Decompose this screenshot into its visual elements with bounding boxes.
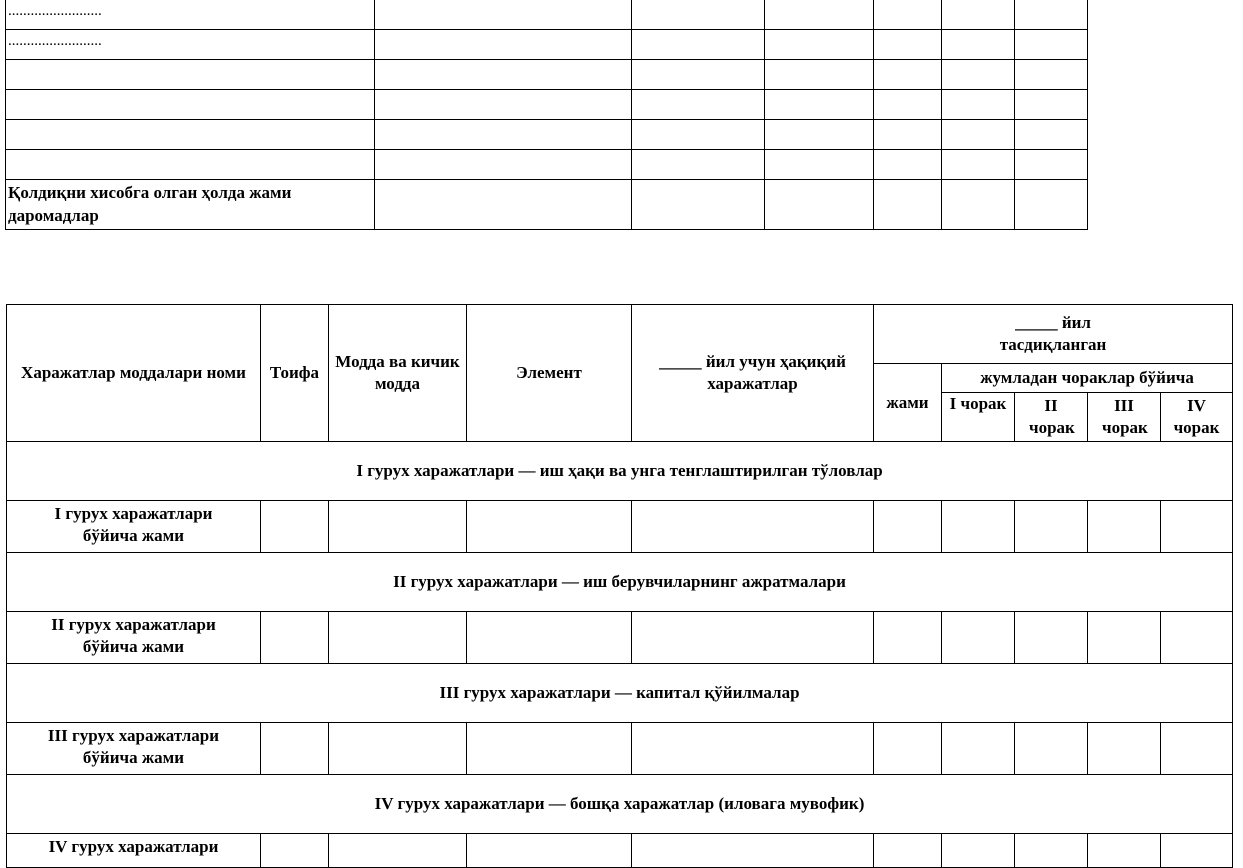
table-cell [942, 501, 1015, 553]
table-cell [942, 180, 1015, 230]
table-cell [874, 0, 942, 30]
table-cell [1015, 90, 1088, 120]
header-q4: IV чорак [1161, 393, 1233, 442]
table-cell [942, 834, 1015, 868]
table-cell [467, 723, 632, 775]
table-cell [942, 90, 1015, 120]
table-cell [329, 501, 467, 553]
table-cell [261, 612, 329, 664]
table-cell [632, 612, 874, 664]
table-cell [1015, 723, 1088, 775]
table-cell [632, 60, 765, 90]
table-cell [375, 0, 632, 30]
table-cell [1015, 0, 1088, 30]
table-cell [1161, 723, 1233, 775]
row-label [6, 60, 375, 90]
table-cell [1088, 723, 1161, 775]
group-title: I гурух харажатлари — иш ҳақи ва унга тенглаштирилган тўловлар [7, 442, 1233, 501]
header-total: жами [874, 364, 942, 442]
income-table [5, 0, 1088, 230]
table-cell [467, 501, 632, 553]
table-cell [632, 30, 765, 60]
table-cell [1015, 30, 1088, 60]
table-row [6, 0, 1088, 30]
table-cell [1015, 60, 1088, 90]
table-cell [874, 501, 942, 553]
table-row [6, 60, 1088, 90]
group-sum-row [7, 834, 1233, 868]
table-cell [375, 30, 632, 60]
table-cell [942, 612, 1015, 664]
table-cell [874, 612, 942, 664]
table-cell [1015, 120, 1088, 150]
table-cell [765, 120, 874, 150]
table-cell [874, 834, 942, 868]
table-cell [765, 30, 874, 60]
group-sum-row [7, 723, 1233, 775]
row-label: ......................... [6, 0, 375, 30]
header-article: Модда ва кичик модда [329, 305, 467, 442]
table-cell [1088, 834, 1161, 868]
table-cell [874, 90, 942, 120]
table-cell [942, 120, 1015, 150]
table-cell [1015, 834, 1088, 868]
table-cell [375, 120, 632, 150]
table-cell [1161, 501, 1233, 553]
table-cell [632, 834, 874, 868]
group-header-row [7, 553, 1233, 612]
header-q2: II чорак [1015, 393, 1088, 442]
table-cell [1088, 501, 1161, 553]
table-cell [632, 501, 874, 553]
group-sum-label: IV гурух харажатлари [7, 834, 261, 868]
table-cell [942, 723, 1015, 775]
header-actual-expenses: _____ йил учун ҳақиқий харажатлар [632, 305, 874, 442]
header-q3: III чорак [1088, 393, 1161, 442]
table-cell [942, 60, 1015, 90]
table-cell [329, 834, 467, 868]
table-cell [632, 90, 765, 120]
group-header-row [7, 664, 1233, 723]
table-cell [632, 0, 765, 30]
header-element: Элемент [467, 305, 632, 442]
table-row [6, 120, 1088, 150]
header-expense-name: Харажатлар моддалари номи [7, 305, 261, 442]
table-cell [632, 120, 765, 150]
table-cell [874, 180, 942, 230]
table-row [6, 30, 1088, 60]
header-by-quarter: жумладан чораклар бўйича [942, 364, 1233, 393]
row-label [6, 90, 375, 120]
table-cell [765, 150, 874, 180]
table-cell [375, 60, 632, 90]
table-cell [765, 180, 874, 230]
table-cell [874, 120, 942, 150]
group-title: III гурух харажатлари — капитал қўйилмалар [7, 664, 1233, 723]
table-cell [942, 30, 1015, 60]
row-label: ......................... [6, 30, 375, 60]
table-cell [467, 834, 632, 868]
table-cell [632, 180, 765, 230]
table-cell [329, 723, 467, 775]
table-cell [1161, 834, 1233, 868]
table-cell [1161, 612, 1233, 664]
table-cell [874, 723, 942, 775]
table-cell [1088, 612, 1161, 664]
table-row [6, 150, 1088, 180]
group-sum-label: II гурух харажатлари бўйича жами [7, 612, 261, 664]
group-sum-row [7, 501, 1233, 553]
table-cell [632, 723, 874, 775]
row-label [6, 120, 375, 150]
total-income-row [6, 180, 1088, 230]
table-cell [942, 150, 1015, 180]
total-income-label: Қолдиқни хисобга олган ҳолда жами даромадлар [6, 180, 375, 230]
table-cell [765, 90, 874, 120]
table-cell [632, 150, 765, 180]
table-cell [375, 90, 632, 120]
table-cell [261, 723, 329, 775]
group-title: IV гурух харажатлари — бошқа харажатлар (иловага мувофик) [7, 775, 1233, 834]
header-q1: I чорак [942, 393, 1015, 442]
table-cell [375, 150, 632, 180]
table-cell [874, 30, 942, 60]
group-sum-row [7, 612, 1233, 664]
table-cell [874, 60, 942, 90]
table-cell [375, 180, 632, 230]
row-label [6, 150, 375, 180]
header-type: Тоифа [261, 305, 329, 442]
group-title: II гурух харажатлари — иш берувчиларнинг ажратмалари [7, 553, 1233, 612]
table-cell [874, 150, 942, 180]
expenses-table [6, 304, 1233, 868]
group-sum-label: I гурух харажатлари бўйича жами [7, 501, 261, 553]
table-cell [1015, 612, 1088, 664]
table-cell [329, 612, 467, 664]
group-header-row [7, 775, 1233, 834]
table-row [6, 90, 1088, 120]
table-cell [765, 60, 874, 90]
table-cell [1015, 180, 1088, 230]
header-approved: _____ йил тасдиқланган [874, 305, 1233, 364]
group-header-row [7, 442, 1233, 501]
table-cell [467, 612, 632, 664]
table-cell [765, 0, 874, 30]
group-sum-label: III гурух харажатлари бўйича жами [7, 723, 261, 775]
table-cell [1015, 501, 1088, 553]
table-cell [261, 834, 329, 868]
table-cell [942, 0, 1015, 30]
table-cell [1015, 150, 1088, 180]
table-cell [261, 501, 329, 553]
